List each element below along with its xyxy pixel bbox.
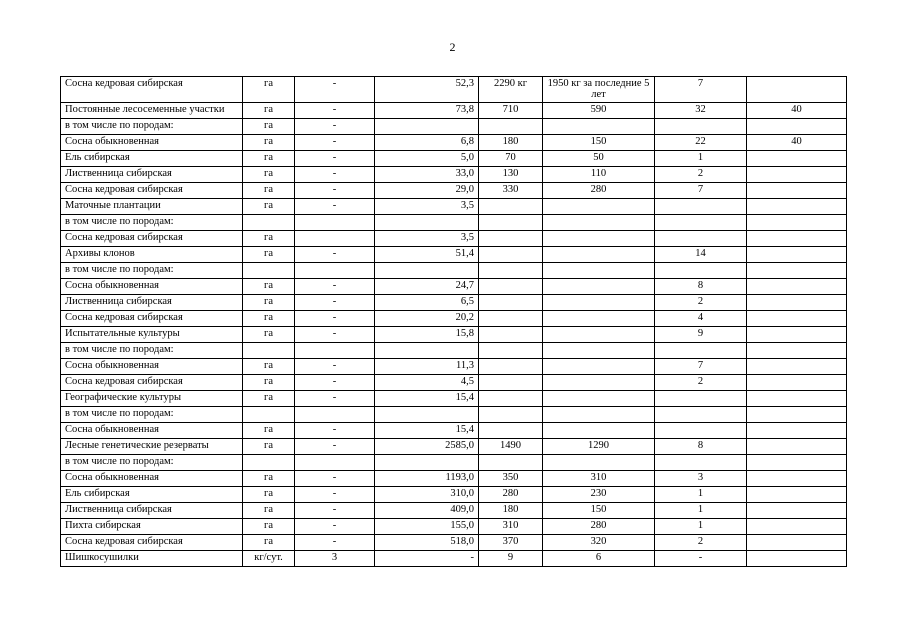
table-cell: 150 <box>543 135 655 151</box>
table-cell: Лиственница сибирская <box>61 295 243 311</box>
table-cell <box>655 391 747 407</box>
table-cell <box>747 183 847 199</box>
table-body <box>61 77 847 567</box>
table-cell <box>543 199 655 215</box>
table-cell: 1 <box>655 487 747 503</box>
table-cell: - <box>295 77 375 103</box>
table-cell: га <box>243 311 295 327</box>
table-row <box>61 455 847 471</box>
table-cell <box>747 247 847 263</box>
table-cell <box>479 263 543 279</box>
table-cell: в том числе по породам: <box>61 215 243 231</box>
table-cell: - <box>295 327 375 343</box>
table-cell: 3 <box>295 551 375 567</box>
table-cell: 15,4 <box>375 423 479 439</box>
table-row <box>61 215 847 231</box>
table-cell <box>543 423 655 439</box>
table-cell: 3 <box>655 471 747 487</box>
table-cell: га <box>243 503 295 519</box>
table-cell: - <box>295 311 375 327</box>
table-cell: 40 <box>747 103 847 119</box>
table-cell <box>479 455 543 471</box>
table-cell: 409,0 <box>375 503 479 519</box>
table-cell: - <box>295 423 375 439</box>
table-cell <box>747 455 847 471</box>
table-cell: га <box>243 167 295 183</box>
table-cell <box>243 263 295 279</box>
table-cell <box>243 343 295 359</box>
table-cell <box>655 199 747 215</box>
table-cell: 24,7 <box>375 279 479 295</box>
table-cell: га <box>243 231 295 247</box>
table-row <box>61 551 847 567</box>
table-cell: 14 <box>655 247 747 263</box>
table-cell: 280 <box>543 519 655 535</box>
table-cell <box>479 327 543 343</box>
table-cell <box>655 343 747 359</box>
table-cell <box>747 359 847 375</box>
table-row <box>61 471 847 487</box>
table-cell: 8 <box>655 279 747 295</box>
page-number: 2 <box>449 40 456 54</box>
table-cell: 230 <box>543 487 655 503</box>
table-cell: 3,5 <box>375 199 479 215</box>
table-cell <box>747 119 847 135</box>
table-cell: в том числе по породам: <box>61 263 243 279</box>
table-cell: 2 <box>655 295 747 311</box>
table-row <box>61 263 847 279</box>
table-cell <box>747 439 847 455</box>
table-cell: га <box>243 199 295 215</box>
table-cell <box>543 295 655 311</box>
table-cell: - <box>375 551 479 567</box>
table-cell: 20,2 <box>375 311 479 327</box>
table-cell: - <box>295 503 375 519</box>
table-cell <box>479 343 543 359</box>
table-cell: 2585,0 <box>375 439 479 455</box>
table-cell: 22 <box>655 135 747 151</box>
table-row <box>61 77 847 103</box>
table-cell: 130 <box>479 167 543 183</box>
table-row <box>61 311 847 327</box>
table-cell <box>747 391 847 407</box>
table-cell <box>747 311 847 327</box>
table-cell <box>543 215 655 231</box>
table-cell: - <box>295 535 375 551</box>
table-cell: 1193,0 <box>375 471 479 487</box>
table-cell: 1 <box>655 519 747 535</box>
table-row <box>61 439 847 455</box>
table-cell: 1950 кг за последние 5 лет <box>543 77 655 103</box>
table-cell <box>747 327 847 343</box>
table-cell: 2 <box>655 375 747 391</box>
table-cell: - <box>295 119 375 135</box>
table-cell <box>543 327 655 343</box>
table-cell: Сосна кедровая сибирская <box>61 231 243 247</box>
table-cell: 5,0 <box>375 151 479 167</box>
table-cell: Ель сибирская <box>61 151 243 167</box>
table-cell: 590 <box>543 103 655 119</box>
table-cell <box>747 487 847 503</box>
table-cell: 6,5 <box>375 295 479 311</box>
table-row <box>61 199 847 215</box>
table-cell <box>243 407 295 423</box>
table-cell: Сосна кедровая сибирская <box>61 183 243 199</box>
table-cell: га <box>243 135 295 151</box>
table-cell <box>747 167 847 183</box>
table-cell: 280 <box>479 487 543 503</box>
table-cell <box>295 231 375 247</box>
table-cell: кг/сут. <box>243 551 295 567</box>
table-cell <box>747 519 847 535</box>
table-cell: 350 <box>479 471 543 487</box>
table-cell: 15,4 <box>375 391 479 407</box>
table-cell <box>375 215 479 231</box>
table-cell <box>543 247 655 263</box>
table-cell: га <box>243 487 295 503</box>
table-cell: 1490 <box>479 439 543 455</box>
table-cell <box>747 535 847 551</box>
table-cell: 310 <box>543 471 655 487</box>
table-cell: Лиственница сибирская <box>61 503 243 519</box>
table-cell: 52,3 <box>375 77 479 103</box>
table-cell <box>543 119 655 135</box>
table-cell: 73,8 <box>375 103 479 119</box>
table-row <box>61 151 847 167</box>
table-cell <box>295 455 375 471</box>
table-cell <box>543 279 655 295</box>
table-row <box>61 343 847 359</box>
table-cell <box>479 231 543 247</box>
table-cell: 32 <box>655 103 747 119</box>
table-cell: Пихта сибирская <box>61 519 243 535</box>
table-cell <box>747 407 847 423</box>
table-cell: Испытательные культуры <box>61 327 243 343</box>
table-cell: 3,5 <box>375 231 479 247</box>
table-cell: - <box>295 135 375 151</box>
table-row <box>61 167 847 183</box>
table-cell <box>747 295 847 311</box>
table-cell: 40 <box>747 135 847 151</box>
table-cell: га <box>243 183 295 199</box>
table-cell: 310 <box>479 519 543 535</box>
table-cell: га <box>243 519 295 535</box>
table-cell: - <box>295 471 375 487</box>
table-cell: Ель сибирская <box>61 487 243 503</box>
table-cell: га <box>243 471 295 487</box>
table-cell: 33,0 <box>375 167 479 183</box>
table-cell: 1 <box>655 503 747 519</box>
table-cell: Сосна кедровая сибирская <box>61 311 243 327</box>
table-cell <box>479 199 543 215</box>
table-cell: 4 <box>655 311 747 327</box>
table-cell: в том числе по породам: <box>61 407 243 423</box>
table-cell <box>655 231 747 247</box>
table-cell <box>543 343 655 359</box>
table-cell: га <box>243 279 295 295</box>
table-cell: га <box>243 77 295 103</box>
table-row <box>61 247 847 263</box>
table-cell: 9 <box>655 327 747 343</box>
table-cell: - <box>655 551 747 567</box>
table-cell: - <box>295 167 375 183</box>
table-cell <box>479 311 543 327</box>
table-cell <box>375 263 479 279</box>
table-cell <box>747 151 847 167</box>
table-cell: - <box>295 439 375 455</box>
table-cell <box>655 119 747 135</box>
table-cell <box>375 343 479 359</box>
table-cell: 70 <box>479 151 543 167</box>
table-cell: - <box>295 199 375 215</box>
table-cell <box>295 407 375 423</box>
table-row <box>61 375 847 391</box>
table-cell <box>295 215 375 231</box>
table-cell <box>479 295 543 311</box>
table-cell: 370 <box>479 535 543 551</box>
table-cell <box>375 119 479 135</box>
table-cell <box>543 231 655 247</box>
table-cell <box>479 423 543 439</box>
table-cell: га <box>243 375 295 391</box>
table-cell: - <box>295 391 375 407</box>
table-cell: Сосна кедровая сибирская <box>61 375 243 391</box>
table-row <box>61 503 847 519</box>
table-cell <box>747 279 847 295</box>
table-cell <box>747 343 847 359</box>
table-cell: Сосна обыкновенная <box>61 135 243 151</box>
table-row <box>61 519 847 535</box>
table-cell: 155,0 <box>375 519 479 535</box>
table-cell: Маточные плантации <box>61 199 243 215</box>
table-cell: га <box>243 295 295 311</box>
table-cell <box>747 77 847 103</box>
table-cell <box>543 455 655 471</box>
table-cell <box>655 215 747 231</box>
table-row <box>61 183 847 199</box>
data-table <box>60 76 847 567</box>
table-cell: Сосна кедровая сибирская <box>61 77 243 103</box>
table-cell: Сосна обыкновенная <box>61 279 243 295</box>
table-cell <box>375 407 479 423</box>
table-cell: 7 <box>655 77 747 103</box>
table-cell: 310,0 <box>375 487 479 503</box>
table-cell <box>375 455 479 471</box>
table-cell <box>295 343 375 359</box>
table-cell <box>747 551 847 567</box>
table-cell <box>747 375 847 391</box>
table-cell <box>655 423 747 439</box>
table-row <box>61 295 847 311</box>
table-row <box>61 119 847 135</box>
table-cell: га <box>243 535 295 551</box>
table-cell <box>243 215 295 231</box>
table-cell: 4,5 <box>375 375 479 391</box>
table-cell: 320 <box>543 535 655 551</box>
table-cell: 8 <box>655 439 747 455</box>
table-cell: 180 <box>479 135 543 151</box>
table-cell: 1290 <box>543 439 655 455</box>
table-cell: га <box>243 327 295 343</box>
table-row <box>61 487 847 503</box>
table-cell: 1 <box>655 151 747 167</box>
table-cell: га <box>243 423 295 439</box>
table-cell: га <box>243 103 295 119</box>
table-cell: 9 <box>479 551 543 567</box>
table-row <box>61 231 847 247</box>
table-cell <box>655 455 747 471</box>
table-cell <box>479 375 543 391</box>
table-cell: в том числе по породам: <box>61 119 243 135</box>
table-cell: 2290 кг <box>479 77 543 103</box>
table-cell: - <box>295 103 375 119</box>
table-row <box>61 391 847 407</box>
table-row <box>61 359 847 375</box>
table-cell: га <box>243 119 295 135</box>
table-cell: га <box>243 247 295 263</box>
table-cell: - <box>295 487 375 503</box>
table-row <box>61 535 847 551</box>
table-cell: Архивы клонов <box>61 247 243 263</box>
table-cell: га <box>243 359 295 375</box>
table-cell <box>655 263 747 279</box>
table-cell <box>543 359 655 375</box>
table-cell: Сосна кедровая сибирская <box>61 535 243 551</box>
table-cell <box>479 119 543 135</box>
table-cell: 180 <box>479 503 543 519</box>
table-cell: 29,0 <box>375 183 479 199</box>
table-row <box>61 423 847 439</box>
table-cell: га <box>243 151 295 167</box>
table-cell <box>479 407 543 423</box>
table-cell: 150 <box>543 503 655 519</box>
table-row <box>61 103 847 119</box>
table-cell: - <box>295 295 375 311</box>
table-cell: 7 <box>655 183 747 199</box>
table-row <box>61 327 847 343</box>
table-cell: - <box>295 151 375 167</box>
table-cell: га <box>243 439 295 455</box>
table-cell: 280 <box>543 183 655 199</box>
table-cell: 110 <box>543 167 655 183</box>
table-cell <box>747 231 847 247</box>
table-cell: 518,0 <box>375 535 479 551</box>
table-cell <box>747 471 847 487</box>
table-cell: 15,8 <box>375 327 479 343</box>
table-cell: 51,4 <box>375 247 479 263</box>
table-cell: Географические культуры <box>61 391 243 407</box>
table-cell: в том числе по породам: <box>61 455 243 471</box>
table-cell <box>543 391 655 407</box>
table-cell: Сосна обыкновенная <box>61 423 243 439</box>
table-cell: Лиственница сибирская <box>61 167 243 183</box>
table-cell: Лесные генетические резерваты <box>61 439 243 455</box>
table-cell: - <box>295 375 375 391</box>
table-cell <box>479 215 543 231</box>
table-cell: в том числе по породам: <box>61 343 243 359</box>
table-cell: - <box>295 519 375 535</box>
table-cell <box>479 391 543 407</box>
table-cell: - <box>295 359 375 375</box>
table-cell: 330 <box>479 183 543 199</box>
table-cell: Сосна обыкновенная <box>61 471 243 487</box>
table-cell <box>543 375 655 391</box>
table-cell: Постоянные лесосеменные участки <box>61 103 243 119</box>
table-cell: - <box>295 279 375 295</box>
table-cell <box>295 263 375 279</box>
table-cell <box>747 215 847 231</box>
table-cell <box>243 455 295 471</box>
table-cell <box>747 503 847 519</box>
table-cell <box>655 407 747 423</box>
table-cell: 2 <box>655 535 747 551</box>
table-cell <box>479 279 543 295</box>
table-cell <box>543 263 655 279</box>
table-cell: - <box>295 183 375 199</box>
table-cell: 6,8 <box>375 135 479 151</box>
table-cell <box>747 423 847 439</box>
table-cell: 50 <box>543 151 655 167</box>
table-cell <box>543 311 655 327</box>
table-cell <box>479 359 543 375</box>
table-cell: га <box>243 391 295 407</box>
table-cell: - <box>295 247 375 263</box>
table-cell: 6 <box>543 551 655 567</box>
table-cell <box>479 247 543 263</box>
table-cell: Сосна обыкновенная <box>61 359 243 375</box>
table-row <box>61 135 847 151</box>
table-cell: Шишкосушилки <box>61 551 243 567</box>
table-cell: 7 <box>655 359 747 375</box>
table-cell <box>747 263 847 279</box>
table-row <box>61 407 847 423</box>
table-cell <box>543 407 655 423</box>
table-row <box>61 279 847 295</box>
table-cell: 710 <box>479 103 543 119</box>
table-cell <box>747 199 847 215</box>
table-cell: 2 <box>655 167 747 183</box>
table-cell: 11,3 <box>375 359 479 375</box>
